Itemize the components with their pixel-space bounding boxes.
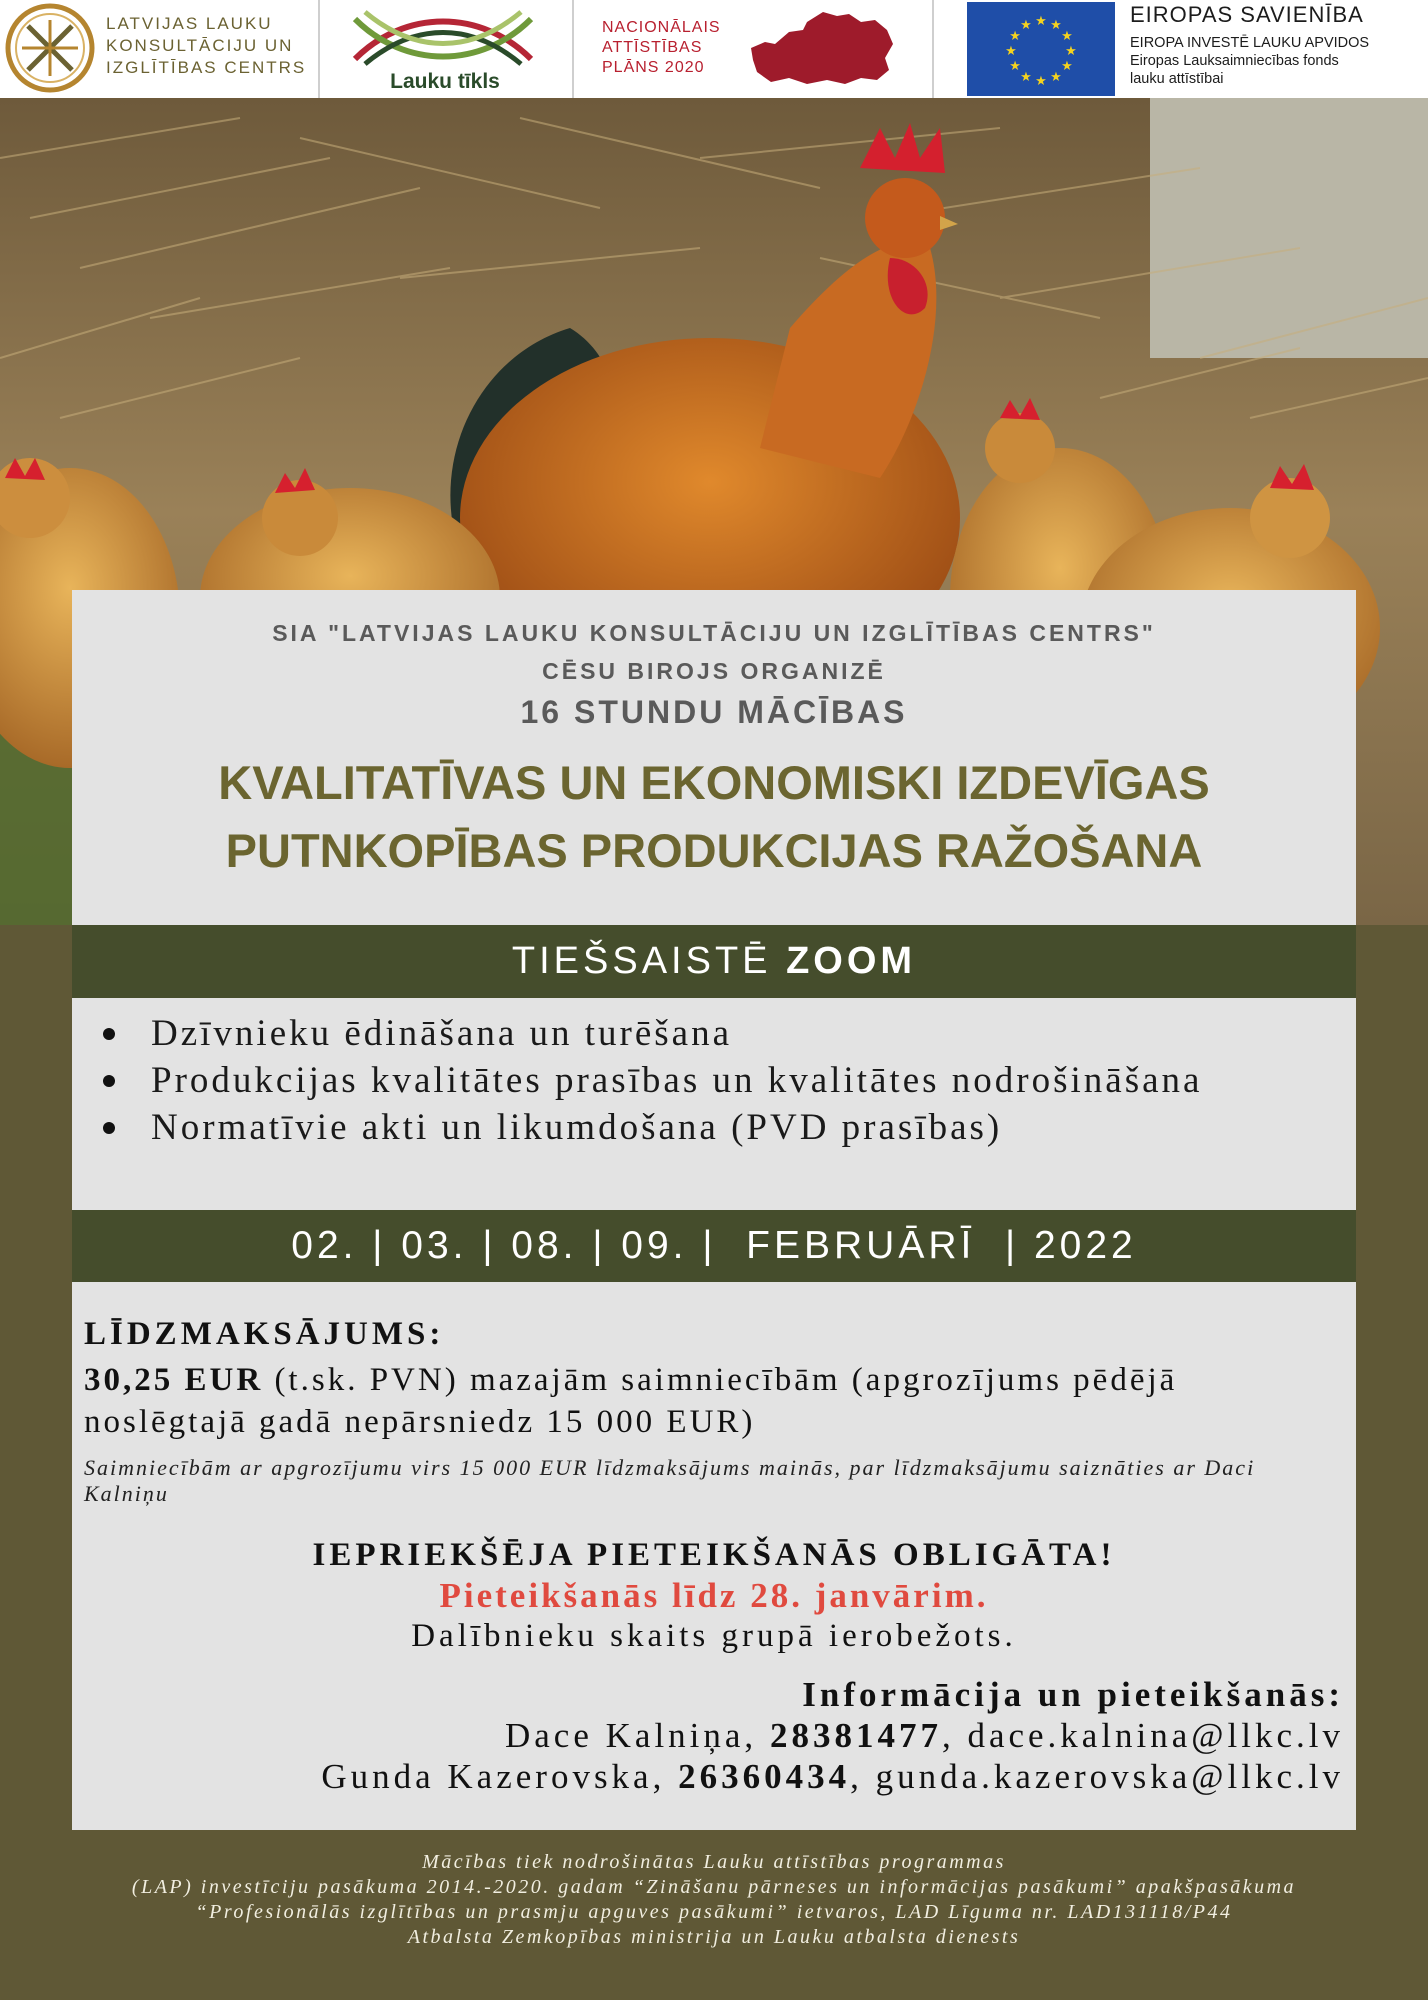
logo-header <box>0 0 1428 98</box>
funding-footer <box>0 1850 1428 1950</box>
cost-amount: 30,25 EUR <box>84 1362 264 1398</box>
contact-person: Gunda Kazerovska, 26360434, gunda.kazerovska@llkc.lv <box>321 1757 1344 1796</box>
registration-heading: IEPRIEKŠĒJA PIETEIKŠANĀS OBLIGĀTA! <box>312 1537 1116 1573</box>
platform-name: ZOOM <box>786 940 917 982</box>
course-title <box>72 749 1356 885</box>
eu-star-icon: ★ <box>1035 73 1047 88</box>
email-address: , gunda.kazerovska@llkc.lv <box>850 1757 1344 1796</box>
eu-line: lauku attīstībai <box>1130 71 1224 87</box>
latvia-map-icon <box>745 8 897 90</box>
eu-star-icon: ★ <box>1061 58 1073 73</box>
footer-line: Atbalsta Zemkopības ministrija un Lauku atbalsta dienests <box>407 1926 1021 1948</box>
eu-star-icon: ★ <box>1061 28 1073 43</box>
bullet-icon <box>103 1075 115 1087</box>
participant-limit: Dalībnieku skaits grupā ierobežots. <box>411 1618 1017 1654</box>
eu-star-icon: ★ <box>1065 43 1077 58</box>
contact-person: Dace Kalniņa, 28381477, dace.kalnina@llkc.lv <box>505 1716 1344 1755</box>
online-format-band <box>72 925 1356 998</box>
bullet-icon <box>103 1122 115 1134</box>
course-hours: 16 STUNDU MĀCĪBAS <box>520 694 908 730</box>
eu-funding-text <box>1130 2 1369 88</box>
eu-title: EIROPAS SAVIENĪBA <box>1130 2 1364 27</box>
eu-flag-icon <box>967 2 1115 96</box>
eu-star-icon: ★ <box>1050 17 1062 33</box>
course-title-line: PUTNKOPĪBAS PRODUKCIJAS RAŽOŠANA <box>225 824 1203 877</box>
topics-list <box>72 998 1356 1210</box>
llkc-name: LATVIJAS LAUKU KONSULTĀCIJU UN IZGLĪTĪBAS CENTRS <box>106 14 307 77</box>
lauku-tikls-name: Lauku tīkls <box>390 70 500 93</box>
eu-star-icon: ★ <box>1050 68 1062 84</box>
list-item: Normatīvie akti un likumdošana (PVD prasības) <box>97 1104 1356 1151</box>
list-item: Dzīvnieku ēdināšana un turēšana <box>97 1010 1356 1057</box>
details-panel <box>72 1282 1356 1830</box>
bullet-icon <box>103 1028 115 1040</box>
logo-divider <box>932 0 934 98</box>
phone-number: 26360434 <box>678 1757 851 1796</box>
email-address: , dace.kalnina@llkc.lv <box>941 1716 1344 1755</box>
nap-logo <box>0 0 930 98</box>
course-dates: 02. | 03. | 08. | 09. | FEBRUĀRĪ | 2022 <box>72 1210 1356 1282</box>
eu-star-icon: ★ <box>1005 43 1017 58</box>
online-label: TIEŠSAISTĒ <box>511 940 772 982</box>
contact-heading: Informācija un pieteikšanās: <box>802 1675 1344 1714</box>
eu-star-icon: ★ <box>1035 13 1047 28</box>
registration-deadline: Pieteikšanās līdz 28. janvārim. <box>439 1576 989 1615</box>
eu-star-icon: ★ <box>1020 68 1032 84</box>
eu-line: Eiropas Lauksaimniecības fonds <box>1130 53 1339 69</box>
footer-line: Mācības tiek nodrošinātas Lauku attīstības programmas <box>422 1851 1006 1873</box>
organizer-office: CĒSU BIROJS ORGANIZĒ <box>542 658 886 684</box>
cost-note: Saimniecībām ar apgrozījumu virs 15 000 EUR līdzmaksājums mainās, par līdzmaksājumu saiznāties ar Daci Kalniņu <box>84 1455 1256 1506</box>
phone-number: 28381477 <box>769 1716 942 1755</box>
footer-line: “Profesionālās izglītības un prasmju apguves pasākumi” ietvaros, LAD Līguma nr. LAD131118/P44 <box>195 1901 1233 1923</box>
eu-star-icon: ★ <box>1009 58 1021 73</box>
list-item: Produkcijas kvalitātes prasības un kvalitātes nodrošināšana <box>97 1057 1356 1104</box>
footer-line: (LAP) investīciju pasākuma 2014.-2020. gadam “Zināšanu pārneses un informācijas pasākumi” apakšpasākuma <box>131 1876 1297 1898</box>
nap-name: NACIONĀLAIS ATTĪSTĪBAS PLĀNS 2020 <box>602 19 721 76</box>
intro-panel <box>72 590 1356 925</box>
cost-description: 30,25 EUR (t.sk. PVN) mazajām saimniecībām (apgrozījums pēdējā noslēgtajā gadā nepārsniedz 15 000 EUR) <box>84 1362 1178 1440</box>
eu-line: EIROPA INVESTĒ LAUKU APVIDOS <box>1130 35 1370 51</box>
organizer-name: SIA "LATVIJAS LAUKU KONSULTĀCIJU UN IZGLĪTĪBAS CENTRS" <box>272 620 1156 646</box>
eu-star-icon: ★ <box>1009 28 1021 43</box>
cost-heading: LĪDZMAKSĀJUMS: <box>84 1316 445 1352</box>
eu-star-icon: ★ <box>1020 17 1032 33</box>
course-title-line: KVALITATĪVAS UN EKONOMISKI IZDEVĪGAS <box>218 756 1210 809</box>
